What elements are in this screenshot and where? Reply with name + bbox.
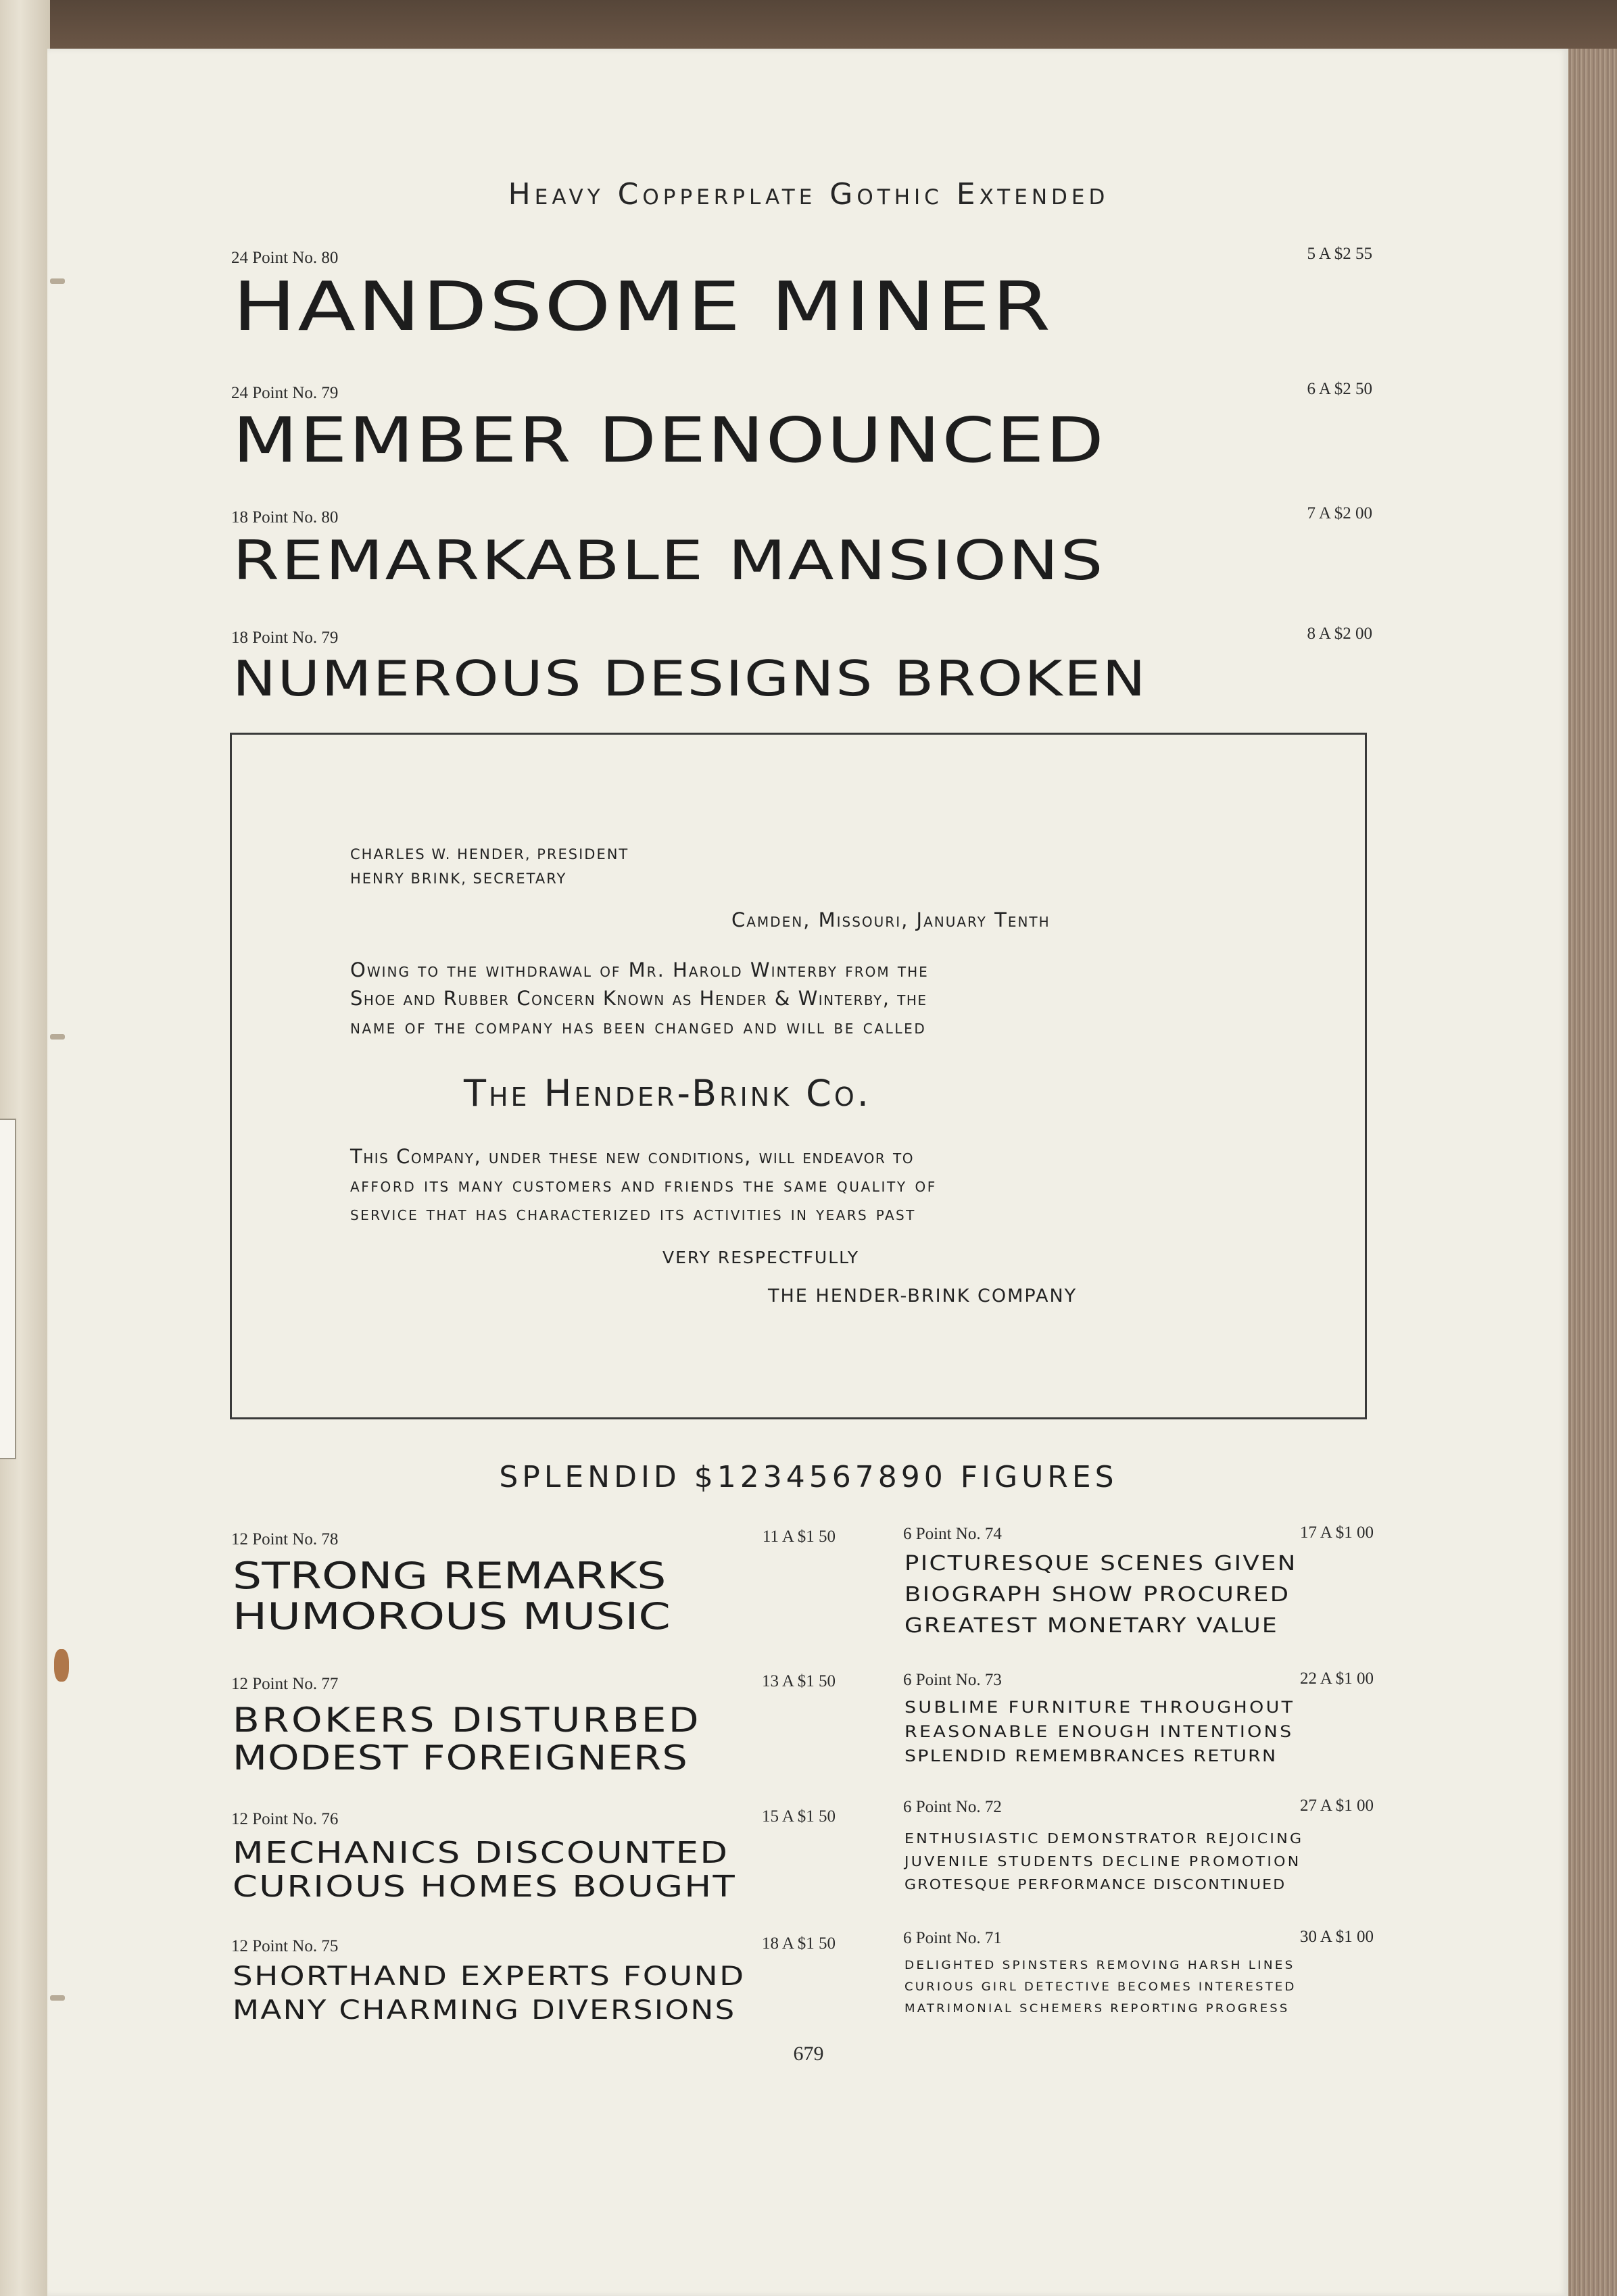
- specimen-line: GREATEST MONETARY VALUE: [904, 1614, 1279, 1638]
- specimen-size-label: 18 Point No. 79: [231, 629, 339, 647]
- letter-officer: CHARLES W. HENDER, PRESIDENT: [350, 846, 629, 862]
- specimen-price: 30 A $1 00: [1299, 1928, 1374, 1946]
- specimen-line: MECHANICS DISCOUNTED: [233, 1836, 729, 1870]
- letter-signature: THE HENDER-BRINK COMPANY: [768, 1286, 1078, 1306]
- binding-stitch: [50, 1034, 65, 1040]
- specimen-line: MATRIMONIAL SCHEMERS REPORTING PROGRESS: [904, 2002, 1290, 2016]
- specimen-line: SUBLIME FURNITURE THROUGHOUT: [904, 1698, 1295, 1717]
- letter-paragraph-line: name of the company has been changed and will be called: [350, 1015, 927, 1038]
- letter-paragraph-line: afford its many customers and friends the same quality of: [350, 1173, 937, 1196]
- specimen-line: ENTHUSIASTIC DEMONSTRATOR REJOICING: [904, 1830, 1304, 1847]
- specimen-line: SHORTHAND EXPERTS FOUND: [233, 1961, 746, 1992]
- specimen-size-label: 12 Point No. 75: [231, 1937, 339, 1955]
- specimen-price: 27 A $1 00: [1299, 1797, 1374, 1815]
- specimen-line: STRONG REMARKS: [233, 1555, 667, 1597]
- specimen-price: 5 A $2 55: [1307, 245, 1372, 263]
- specimen-price: 7 A $2 00: [1307, 504, 1372, 522]
- figures-specimen: SPLENDID $1234567890 FIGURES: [499, 1460, 1118, 1494]
- letter-paragraph-line: Owing to the withdrawal of Mr. Harold Winterby from the: [350, 958, 929, 981]
- specimen-line: DELIGHTED SPINSTERS REMOVING HARSH LINES: [904, 1959, 1295, 1972]
- letter-company-name: The Hender-Brink Co.: [464, 1072, 871, 1115]
- specimen-line: BIOGRAPH SHOW PROCURED: [904, 1583, 1290, 1607]
- binding-stitch: [50, 278, 65, 284]
- specimen-line: REASONABLE ENOUGH INTENTIONS: [904, 1722, 1294, 1741]
- specimen-size-label: 6 Point No. 74: [903, 1525, 1002, 1543]
- specimen-price: 11 A $1 50: [762, 1528, 836, 1546]
- specimen-price: 18 A $1 50: [761, 1934, 836, 1953]
- specimen-line: HANDSOME MINER: [233, 267, 1053, 346]
- specimen-line: REMARKABLE MANSIONS: [233, 529, 1105, 592]
- specimen-size-label: 6 Point No. 72: [903, 1798, 1002, 1816]
- specimen-line: MEMBER DENOUNCED: [233, 404, 1106, 477]
- specimen-line: CURIOUS GIRL DETECTIVE BECOMES INTERESTED: [904, 1980, 1297, 1994]
- specimen-line: SPLENDID REMEMBRANCES RETURN: [904, 1747, 1278, 1765]
- letter-officer: HENRY BRINK, SECRETARY: [350, 871, 567, 887]
- specimen-size-label: 6 Point No. 73: [903, 1671, 1002, 1689]
- specimen-line: GROTESQUE PERFORMANCE DISCONTINUED: [904, 1876, 1286, 1892]
- side-tab: [0, 1119, 16, 1459]
- letter-dateline: Camden, Missouri, January Tenth: [731, 908, 1051, 931]
- specimen-line: CURIOUS HOMES BOUGHT: [233, 1870, 737, 1904]
- page-title: Heavy Copperplate Gothic Extended: [508, 177, 1109, 212]
- specimen-line: MODEST FOREIGNERS: [233, 1738, 689, 1778]
- specimen-price: 17 A $1 00: [1299, 1523, 1374, 1542]
- specimen-size-label: 24 Point No. 80: [231, 249, 339, 267]
- page-edges: [1568, 49, 1617, 2296]
- page-number: 679: [793, 2043, 824, 2065]
- letter-paragraph-line: This Company, under these new conditions, will endeavor to: [350, 1145, 914, 1168]
- rust-stain: [54, 1649, 69, 1682]
- letter-paragraph-line: service that has characterized its activities in years past: [350, 1202, 916, 1225]
- specimen-size-label: 12 Point No. 78: [231, 1530, 339, 1548]
- specimen-size-label: 6 Point No. 71: [903, 1929, 1002, 1947]
- specimen-line: NUMEROUS DESIGNS BROKEN: [233, 650, 1147, 707]
- specimen-price: 15 A $1 50: [761, 1807, 836, 1826]
- letter-paragraph-line: Shoe and Rubber Concern Known as Hender & Winterby, the: [350, 987, 927, 1010]
- specimen-size-label: 18 Point No. 80: [231, 508, 339, 527]
- specimen-size-label: 12 Point No. 77: [231, 1675, 339, 1693]
- specimen-price: 22 A $1 00: [1299, 1669, 1374, 1688]
- specimen-line: JUVENILE STUDENTS DECLINE PROMOTION: [904, 1853, 1301, 1870]
- binding-stitch: [50, 1995, 65, 2001]
- specimen-price: 8 A $2 00: [1307, 625, 1372, 643]
- letter-closing: VERY RESPECTFULLY: [662, 1248, 860, 1267]
- book-top-edge: [0, 0, 1617, 49]
- specimen-line: HUMOROUS MUSIC: [233, 1595, 671, 1638]
- specimen-line: BROKERS DISTURBED: [233, 1701, 702, 1740]
- specimen-size-label: 12 Point No. 76: [231, 1810, 339, 1828]
- specimen-size-label: 24 Point No. 79: [231, 384, 339, 402]
- specimen-line: MANY CHARMING DIVERSIONS: [233, 1995, 736, 2026]
- specimen-price: 13 A $1 50: [761, 1672, 836, 1690]
- specimen-price: 6 A $2 50: [1307, 380, 1372, 398]
- specimen-line: PICTURESQUE SCENES GIVEN: [904, 1552, 1297, 1576]
